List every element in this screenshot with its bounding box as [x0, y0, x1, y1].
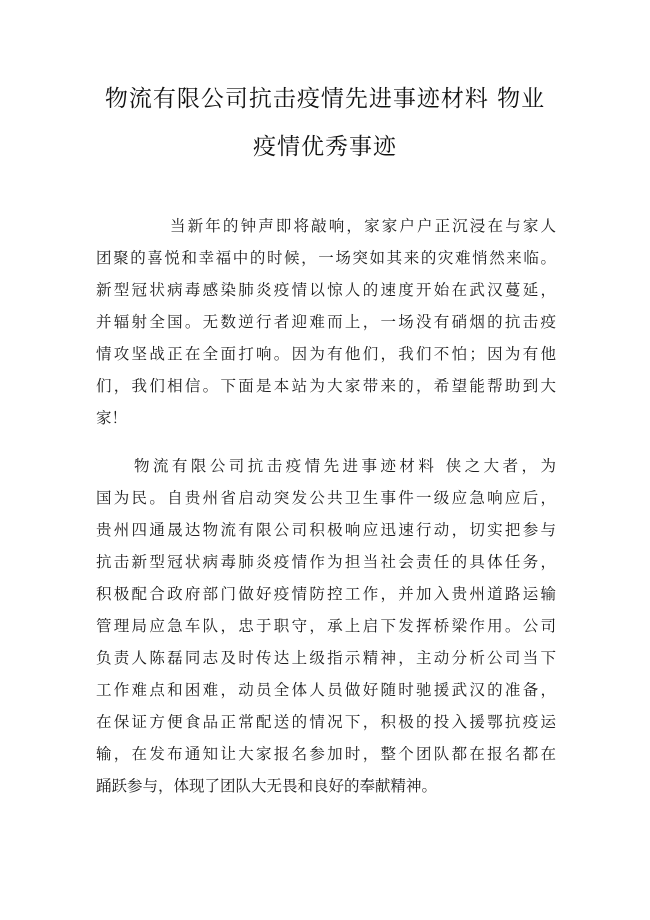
paragraph-2-line: 负责人陈磊同志及时传达上级指示精神，主动分析公司当下 — [96, 649, 556, 667]
document-title-line-2: 疫情优秀事迹 — [253, 134, 397, 160]
paragraph-1-line: 家！ — [96, 409, 128, 427]
paragraph-1-line: 并辐射全国。无数逆行者迎难而上，一场没有硝烟的抗击疫 — [96, 313, 556, 331]
paragraph-1-line: 情攻坚战正在全面打响。因为有他们，我们不怕；因为有他 — [96, 345, 556, 363]
paragraph-2-line: 抗击新型冠状病毒肺炎疫情作为担当社会责任的具体任务， — [96, 553, 556, 571]
paragraph-1-line: 们，我们相信。下面是本站为大家带来的，希望能帮助到大 — [96, 377, 556, 395]
paragraph-2-line: 物流有限公司抗击疫情先进事迹材料 侠之大者，为 — [134, 457, 556, 475]
paragraph-2-line: 积极配合政府部门做好疫情防控工作，并加入贵州道路运输 — [96, 585, 556, 603]
paragraph-1-line: 团聚的喜悦和幸福中的时候，一场突如其来的灾难悄然来临。 — [96, 249, 556, 267]
paragraph-2-line: 贵州四通晟达物流有限公司积极响应迅速行动，切实把参与 — [96, 521, 556, 539]
paragraph-2-line: 工作难点和困难，动员全体人员做好随时驰援武汉的准备， — [96, 681, 556, 699]
paragraph-1-line: 新型冠状病毒感染肺炎疫情以惊人的速度开始在武汉蔓延， — [96, 281, 556, 299]
document-title-line-1: 物流有限公司抗击疫情先进事迹材料 物业 — [104, 86, 546, 112]
paragraph-2-line: 管理局应急车队，忠于职守，承上启下发挥桥梁作用。公司 — [96, 617, 556, 635]
paragraph-2-line: 输，在发布通知让大家报名参加时，整个团队都在报名都在 — [96, 745, 556, 763]
paragraph-1-line: 当新年的钟声即将敲响，家家户户正沉浸在与家人 — [170, 217, 556, 235]
paragraph-2-line: 国为民。自贵州省启动突发公共卫生事件一级应急响应后， — [96, 489, 556, 507]
paragraph-2-line: 踊跃参与，体现了团队大无畏和良好的奉献精神。 — [96, 777, 438, 795]
paragraph-2-line: 在保证方便食品正常配送的情况下，积极的投入援鄂抗疫运 — [96, 713, 556, 731]
